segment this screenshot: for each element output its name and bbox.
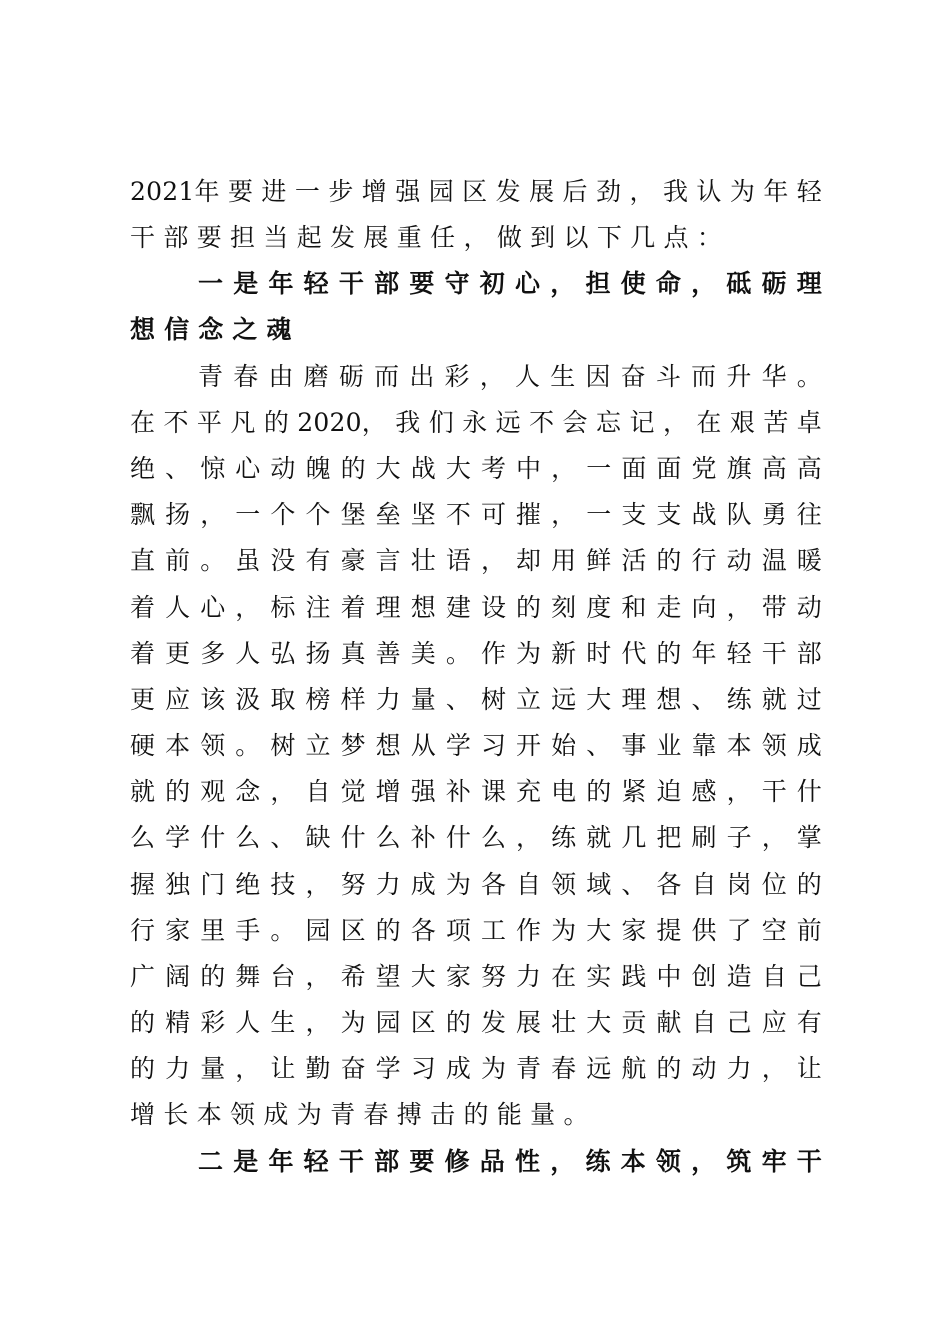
paragraph-line: 增 长 本 领 成 为 青 春 搏 击 的 能 量 。	[130, 1100, 589, 1129]
section-heading-1-cont: 想 信 念 之 魂	[130, 315, 292, 344]
section-heading-2: 二 是 年 轻 干 部 要 修 品 性 ， 练 本 领 ， 筑 牢 干	[198, 1147, 822, 1176]
paragraph-line: 么 学 什 么 、 缺 什 么 补 什 么 ， 练 就 几 把 刷 子 ， 掌	[130, 823, 822, 852]
paragraph-line: 更 应 该 汲 取 榜 样 力 量 、 树 立 远 大 理 想 、 练 就 过	[130, 685, 822, 714]
paragraph-line: 着 人 心 ， 标 注 着 理 想 建 设 的 刻 度 和 走 向 ， 带 动	[130, 593, 822, 622]
paragraph-line: 在 不 平 凡 的 2020， 我 们 永 远 不 会 忘 记 ， 在 艰 苦 卓	[130, 408, 822, 437]
section-heading-1: 一 是 年 轻 干 部 要 守 初 心 ， 担 使 命 ， 砥 砺 理	[198, 269, 822, 298]
paragraph-line: 飘 扬 ， 一 个 个 堡 垒 坚 不 可 摧 ， 一 支 支 战 队 勇 往	[130, 500, 822, 529]
intro-line-2: 干 部 要 担 当 起 发 展 重 任 ， 做 到 以 下 几 点 ：	[130, 223, 723, 252]
intro-line-1: 2021年 要 进 一 步 增 强 园 区 发 展 后 劲 ， 我 认 为 年 轻	[130, 177, 822, 206]
paragraph-line: 广 阔 的 舞 台 ， 希 望 大 家 努 力 在 实 践 中 创 造 自 己	[130, 962, 822, 991]
paragraph-line: 的 精 彩 人 生 ， 为 园 区 的 发 展 壮 大 贡 献 自 己 应 有	[130, 1008, 822, 1037]
paragraph-line: 就 的 观 念 ， 自 觉 增 强 补 课 充 电 的 紧 迫 感 ， 干 什	[130, 777, 822, 806]
paragraph-line: 青 春 由 磨 砺 而 出 彩 ， 人 生 因 奋 斗 而 升 华 。	[198, 362, 822, 391]
paragraph-line: 行 家 里 手 。 园 区 的 各 项 工 作 为 大 家 提 供 了 空 前	[130, 916, 822, 945]
paragraph-line: 硬 本 领 。 树 立 梦 想 从 学 习 开 始 、 事 业 靠 本 领 成	[130, 731, 822, 760]
paragraph-line: 直 前 。 虽 没 有 豪 言 壮 语 ， 却 用 鲜 活 的 行 动 温 暖	[130, 546, 822, 575]
paragraph-line: 绝 、 惊 心 动 魄 的 大 战 大 考 中 ， 一 面 面 党 旗 高 高	[130, 454, 822, 483]
paragraph-line: 着 更 多 人 弘 扬 真 善 美 。 作 为 新 时 代 的 年 轻 干 部	[130, 639, 822, 668]
paragraph-line: 的 力 量 ， 让 勤 奋 学 习 成 为 青 春 远 航 的 动 力 ， 让	[130, 1054, 822, 1083]
paragraph-line: 握 独 门 绝 技 ， 努 力 成 为 各 自 领 域 、 各 自 岗 位 的	[130, 870, 822, 899]
